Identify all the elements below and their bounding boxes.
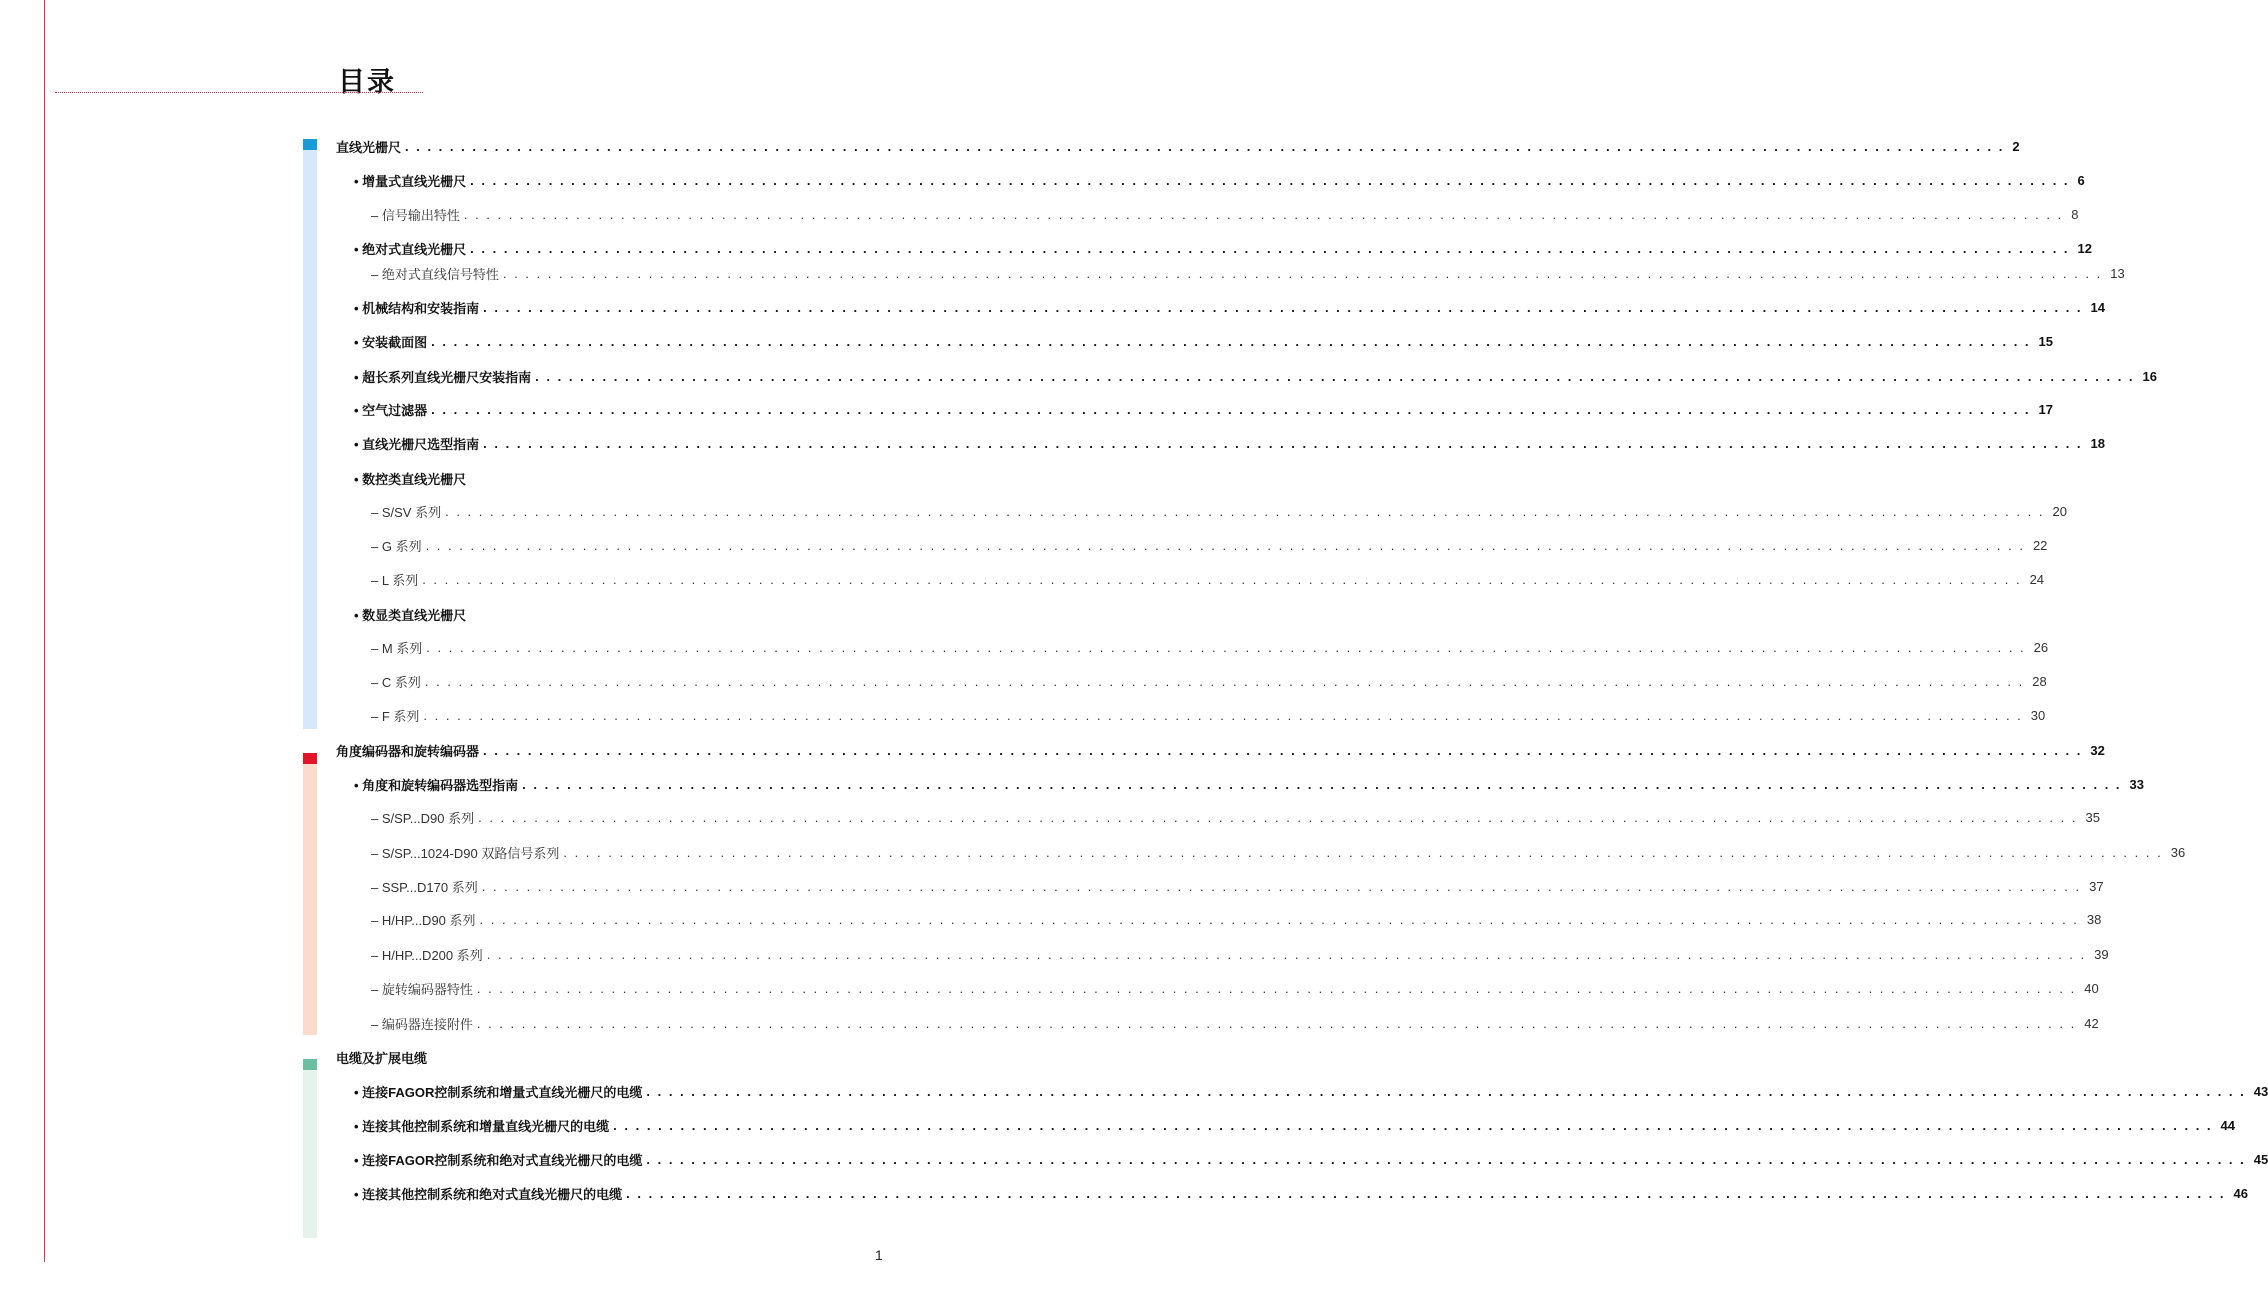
toc-item-incremental[interactable] <box>0 170 2085 190</box>
toc-page: 2 <box>2012 138 2020 154</box>
toc-leader: . . . . . . . . . . . . . . . . . . . . . . . . . . . . . . . . . . . . . . . . . . . . . . . . . . . . . . . . . . . . . . . . . . . . . . . . . . . . . . . . . . . . . . . . . . . . . . . . . . . . . . . . . . . . . . . . . . . . . . . . . . . . . . . . . . . . . . . . . . . . . . . <box>626 1185 2226 1201</box>
toc-label: • 机械结构和安装指南 <box>354 300 480 316</box>
toc-page: 24 <box>2029 571 2045 587</box>
toc-page: 43 <box>2253 1083 2268 1099</box>
toc-subitem-rotary-features[interactable] <box>0 978 2099 998</box>
toc-subitem-c[interactable] <box>0 671 2047 691</box>
toc-label: • 直线光栅尺选型指南 <box>354 436 480 452</box>
toc-label: 角度编码器和旋转编码器 <box>336 743 480 759</box>
toc-subitem-m[interactable] <box>0 637 2049 657</box>
toc-label: • 角度和旋转编码器选型指南 <box>354 777 519 793</box>
toc-page: 38 <box>2086 911 2102 927</box>
toc-page: 36 <box>2170 844 2186 860</box>
toc-leader: . . . . . . . . . . . . . . . . . . . . . . . . . . . . . . . . . . . . . . . . . . . . . . . . . . . . . . . . . . . . . . . . . . . . . . . . . . . . . . . . . . . . . . . . . . . . . . . . . . . . . . . . . . . . . . . . . . . . . . . . . . . . . . . . . . . . . . . . . . . . . . . <box>479 911 2079 927</box>
toc-page: 12 <box>2077 240 2093 256</box>
toc-leader: . . . . . . . . . . . . . . . . . . . . . . . . . . . . . . . . . . . . . . . . . . . . . . . . . . . . . . . . . . . . . . . . . . . . . . . . . . . . . . . . . . . . . . . . . . . . . . . . . . . . . . . . . . . . . . . . . . . . . . . . . . . . . . . . . . . . . . . . . . . . . . . <box>422 571 2022 587</box>
toc-leader: . . . . . . . . . . . . . . . . . . . . . . . . . . . . . . . . . . . . . . . . . . . . . . . . . . . . . . . . . . . . . . . . . . . . . . . . . . . . . . . . . . . . . . . . . . . . . . . . . . . . . . . . . . . . . . . . . . . . . . . . . . . . . . . . . . . . . . . . . . . . . . . <box>535 368 2135 384</box>
toc-page: 15 <box>2038 333 2054 349</box>
toc-leader: . . . . . . . . . . . . . . . . . . . . . . . . . . . . . . . . . . . . . . . . . . . . . . . . . . . . . . . . . . . . . . . . . . . . . . . . . . . . . . . . . . . . . . . . . . . . . . . . . . . . . . . . . . . . . . . . . . . . . . . . . . . . . . . . . . . . . . . . . . . . . . . <box>502 265 2103 281</box>
toc-page: 32 <box>2090 742 2105 758</box>
toc-label: • 超长系列直线光栅尺安装指南 <box>354 369 532 385</box>
toc-page: 14 <box>2090 299 2106 315</box>
toc-section-cables[interactable] <box>0 1047 897 1067</box>
toc-leader: . . . . . . . . . . . . . . . . . . . . . . . . . . . . . . . . . . . . . . . . . . . . . . . . . . . . . . . . . . . . . . . . . . . . . . . . . . . . . . . . . . . . . . . . . . . . . . . . . . . . . . . . . . . . . . . . . . . . . . . . . . . . . . . . . . . . . . . . . . . . . . . <box>522 776 2122 792</box>
toc-label: • 连接FAGOR控制系统和绝对式直线光栅尺的电缆 <box>354 1152 643 1168</box>
toc-page: 37 <box>2089 878 2104 894</box>
toc-leader: . . . . . . . . . . . . . . . . . . . . . . . . . . . . . . . . . . . . . . . . . . . . . . . . . . . . . . . . . . . . . . . . . . . . . . . . . . . . . . . . . . . . . . . . . . . . . . . . . . . . . . . . . . . . . . . . . . . . . . . . . . . . . . . . . . . . . . . . . . . . . . . <box>476 1015 2077 1031</box>
toc-item-cable-other-absolute[interactable] <box>0 1183 2249 1203</box>
toc-item-selection-guide[interactable] <box>0 433 2106 453</box>
toc-label: – 旋转编码器特性 <box>371 981 473 997</box>
toc-label: 直线光栅尺 <box>336 139 402 155</box>
toc-leader: . . . . . . . . . . . . . . . . . . . . . . . . . . . . . . . . . . . . . . . . . . . . . . . . . . . . . . . . . . . . . . . . . . . . . . . . . . . . . . . . . . . . . . . . . . . . . . . . . . . . . . . . . . . . . . . . . . . . . . . . . . . . . . . . . . . . . . . . . . . . . . . <box>483 299 2083 315</box>
toc-page: 42 <box>2084 1015 2099 1031</box>
toc-leader: . . . . . . . . . . . . . . . . . . . . . . . . . . . . . . . . . . . . . . . . . . . . . . . . . . . . . . . . . . . . . . . . . . . . . . . . . . . . . . . . . . . . . . . . . . . . . . . . . . . . . . . . . . . . . . . . . . . . . . . . . . . . . . . . . . . . . . . . . . . . . . . <box>483 742 2083 758</box>
toc-label: – 信号输出特性 <box>371 207 460 223</box>
toc-page: 35 <box>2085 809 2100 825</box>
toc-subitem-s-sp-d90[interactable] <box>0 807 2100 827</box>
toc-leader: . . . . . . . . . . . . . . . . . . . . . . . . . . . . . . . . . . . . . . . . . . . . . . . . . . . . . . . . . . . . . . . . . . . . . . . . . . . . . . . . . . . . . . . . . . . . . . . . . . . . . . . . . . . . . . . . . . . . . . . . . . . . . . . . . . . . . . . . . . . . . . . <box>470 172 2070 188</box>
toc-leader: . . . . . . . . . . . . . . . . . . . . . . . . . . . . . . . . . . . . . . . . . . . . . . . . . . . . . . . . . . . . . . . . . . . . . . . . . . . . . . . . . . . . . . . . . . . . . . . . . . . . . . . . . . . . . . . . . . . . . . . . . . . . . . . . . . . . . . . . . . . . . . . <box>476 980 2077 996</box>
toc-subitem-l[interactable] <box>0 569 2045 589</box>
toc-section-encoders[interactable] <box>0 740 2105 760</box>
toc-label: – S/SP...D90 系列 <box>371 810 475 826</box>
toc-leader: . . . . . . . . . . . . . . . . . . . . . . . . . . . . . . . . . . . . . . . . . . . . . . . . . . . . . . . . . . . . . . . . . . . . . . . . . . . . . . . . . . . . . . . . . . . . . . . . . . . . . . . . . . . . . . . . . . . . . . . . . . . . . . . . . . . . . . . . . . . . . . . <box>423 707 2023 723</box>
toc-leader: . . . . . . . . . . . . . . . . . . . . . . . . . . . . . . . . . . . . . . . . . . . . . . . . . . . . . . . . . . . . . . . . . . . . . . . . . . . . . . . . . . . . . . . . . . . . . . . . . . . . . . . . . . . . . . . . . . . . . . . . . . . . . . . . . . . . . . . . . . . . . . . <box>445 503 2045 519</box>
toc-leader: . . . . . . . . . . . . . . . . . . . . . . . . . . . . . . . . . . . . . . . . . . . . . . . . . . . . . . . . . . . . . . . . . . . . . . . . . . . . . . . . . . . . . . . . . . . . . . . . . . . . . . . . . . . . . . . . . . . . . . . . . . . . . . . . . . . . . . . . . . . . . . . <box>486 946 2087 962</box>
toc-page: 33 <box>2129 776 2145 792</box>
toc-subitem-encoder-accessories[interactable] <box>0 1013 2099 1033</box>
toc-page: 30 <box>2030 707 2046 723</box>
toc-page: 45 <box>2253 1151 2268 1167</box>
toc-leader: . . . . . . . . . . . . . . . . . . . . . . . . . . . . . . . . . . . . . . . . . . . . . . . . . . . . . . . . . . . . . . . . . . . . . . . . . . . . . . . . . . . . . . . . . . . . . . . . . . . . . . . . . . . . . . . . . . . . . . . . . . . . . . . . . . . . . . . . . . . . . . . <box>646 1151 2246 1167</box>
toc-page: 39 <box>2094 946 2109 962</box>
toc-leader: . . . . . . . . . . . . . . . . . . . . . . . . . . . . . . . . . . . . . . . . . . . . . . . . . . . . . . . . . . . . . . . . . . . . . . . . . . . . . . . . . . . . . . . . . . . . . . . . . . . . . . . . . . . . . . . . . . . . . . . . . . . . . . . . . . . . . . . . . . . . . . . <box>405 138 2005 154</box>
toc-leader: . . . . . . . . . . . . . . . . . . . . . . . . . . . . . . . . . . . . . . . . . . . . . . . . . . . . . . . . . . . . . . . . . . . . . . . . . . . . . . . . . . . . . . . . . . . . . . . . . . . . . . . . . . . . . . . . . . . . . . . . . . . . . . . . . . . . . . . . . . . . . . . <box>481 878 2082 894</box>
toc-page: 13 <box>2110 265 2125 281</box>
toc-subitem-f[interactable] <box>0 705 2046 725</box>
toc-item-cnc-scales[interactable] <box>0 468 897 488</box>
toc-item-air-filter[interactable] <box>0 399 2054 419</box>
toc-leader: . . . . . . . . . . . . . . . . . . . . . . . . . . . . . . . . . . . . . . . . . . . . . . . . . . . . . . . . . . . . . . . . . . . . . . . . . . . . . . . . . . . . . . . . . . . . . . . . . . . . . . . . . . . . . . . . . . . . . . . . . . . . . . . . . . . . . . . . . . . . . . . <box>478 809 2078 825</box>
toc-leader: . . . . . . . . . . . . . . . . . . . . . . . . . . . . . . . . . . . . . . . . . . . . . . . . . . . . . . . . . . . . . . . . . . . . . . . . . . . . . . . . . . . . . . . . . . . . . . . . . . . . . . . . . . . . . . . . . . . . . . . . . . . . . . . . . . . . . . . . . . . . . . . <box>424 673 2025 689</box>
toc-page: 20 <box>2052 503 2067 519</box>
toc-leader: . . . . . . . . . . . . . . . . . . . . . . . . . . . . . . . . . . . . . . . . . . . . . . . . . . . . . . . . . . . . . . . . . . . . . . . . . . . . . . . . . . . . . . . . . . . . . . . . . . . . . . . . . . . . . . . . . . . . . . . . . . . . . . . . . . . . . . . . . . . . . . . <box>470 240 2070 256</box>
toc-leader: . . . . . . . . . . . . . . . . . . . . . . . . . . . . . . . . . . . . . . . . . . . . . . . . . . . . . . . . . . . . . . . . . . . . . . . . . . . . . . . . . . . . . . . . . . . . . . . . . . . . . . . . . . . . . . . . . . . . . . . . . . . . . . . . . . . . . . . . . . . . . . . <box>425 537 2025 553</box>
toc-page: 17 <box>2038 401 2054 417</box>
toc-page: 18 <box>2090 435 2106 451</box>
toc-label: • 安装截面图 <box>354 334 428 350</box>
toc-leader: . . . . . . . . . . . . . . . . . . . . . . . . . . . . . . . . . . . . . . . . . . . . . . . . . . . . . . . . . . . . . . . . . . . . . . . . . . . . . . . . . . . . . . . . . . . . . . . . . . . . . . . . . . . . . . . . . . . . . . . . . . . . . . . . . . . . . . . . . . . . . . . <box>483 435 2083 451</box>
page-number: 1 <box>875 1247 883 1263</box>
toc-label: • 增量式直线光栅尺 <box>354 173 467 189</box>
toc-subitem-absolute-signal[interactable] <box>0 263 2125 283</box>
toc-item-absolute[interactable] <box>0 238 2093 258</box>
toc-section-linear-scales[interactable] <box>0 136 2020 156</box>
toc-page: 44 <box>2220 1117 2236 1133</box>
toc-label: – S/SP...1024-D90 双路信号系列 <box>371 845 560 861</box>
toc-label: • 连接其他控制系统和绝对式直线光栅尺的电缆 <box>354 1186 623 1202</box>
toc-label: – F 系列 <box>371 708 420 724</box>
toc-item-encoder-guide[interactable] <box>0 774 2145 794</box>
toc-label: – C 系列 <box>371 674 421 690</box>
toc-subitem-h-hp-d200[interactable] <box>0 944 2109 964</box>
toc-item-cable-fagor-incremental[interactable] <box>0 1081 2268 1101</box>
toc-label: 电缆及扩展电缆 <box>336 1050 428 1066</box>
toc-label: • 数显类直线光栅尺 <box>354 607 467 623</box>
toc-leader: . . . . . . . . . . . . . . . . . . . . . . . . . . . . . . . . . . . . . . . . . . . . . . . . . . . . . . . . . . . . . . . . . . . . . . . . . . . . . . . . . . . . . . . . . . . . . . . . . . . . . . . . . . . . . . . . . . . . . . . . . . . . . . . . . . . . . . . . . . . . . . . <box>431 401 2031 417</box>
toc-page: 22 <box>2032 537 2048 553</box>
toc-label: – 编码器连接附件 <box>371 1016 473 1032</box>
toc-label: – L 系列 <box>371 572 419 588</box>
toc-item-section-drawings[interactable] <box>0 331 2054 351</box>
toc-label: – G 系列 <box>371 538 422 554</box>
toc-label: • 空气过滤器 <box>354 402 428 418</box>
toc-subitem-signal-output[interactable] <box>0 204 2079 224</box>
toc-page: 16 <box>2142 368 2158 384</box>
toc-leader: . . . . . . . . . . . . . . . . . . . . . . . . . . . . . . . . . . . . . . . . . . . . . . . . . . . . . . . . . . . . . . . . . . . . . . . . . . . . . . . . . . . . . . . . . . . . . . . . . . . . . . . . . . . . . . . . . . . . . . . . . . . . . . . . . . . . . . . . . . . . . . . <box>463 206 2064 222</box>
toc-label: • 连接其他控制系统和增量直线光栅尺的电缆 <box>354 1118 610 1134</box>
toc-subitem-s-sv[interactable] <box>0 501 2067 521</box>
toc-item-long-series[interactable] <box>0 366 2158 386</box>
toc-leader: . . . . . . . . . . . . . . . . . . . . . . . . . . . . . . . . . . . . . . . . . . . . . . . . . . . . . . . . . . . . . . . . . . . . . . . . . . . . . . . . . . . . . . . . . . . . . . . . . . . . . . . . . . . . . . . . . . . . . . . . . . . . . . . . . . . . . . . . . . . . . . . <box>563 844 2163 860</box>
toc-label: • 绝对式直线光栅尺 <box>354 241 467 257</box>
toc-leader: . . . . . . . . . . . . . . . . . . . . . . . . . . . . . . . . . . . . . . . . . . . . . . . . . . . . . . . . . . . . . . . . . . . . . . . . . . . . . . . . . . . . . . . . . . . . . . . . . . . . . . . . . . . . . . . . . . . . . . . . . . . . . . . . . . . . . . . . . . . . . . . <box>426 639 2026 655</box>
toc-label: – M 系列 <box>371 640 423 656</box>
toc-subitem-g[interactable] <box>0 535 2048 555</box>
toc-page: 40 <box>2084 980 2099 996</box>
toc-label: – H/HP...D200 系列 <box>371 947 483 963</box>
toc-label: • 连接FAGOR控制系统和增量式直线光栅尺的电缆 <box>354 1084 643 1100</box>
toc-page: 6 <box>2077 172 2085 188</box>
toc-item-mechanical[interactable] <box>0 297 2106 317</box>
toc-page: 26 <box>2033 639 2049 655</box>
toc-subitem-ssp-d170[interactable] <box>0 876 2104 896</box>
toc-leader: . . . . . . . . . . . . . . . . . . . . . . . . . . . . . . . . . . . . . . . . . . . . . . . . . . . . . . . . . . . . . . . . . . . . . . . . . . . . . . . . . . . . . . . . . . . . . . . . . . . . . . . . . . . . . . . . . . . . . . . . . . . . . . . . . . . . . . . . . . . . . . . <box>613 1117 2213 1133</box>
toc-label: – 绝对式直线信号特性 <box>371 266 499 282</box>
toc-item-cable-other-incremental[interactable] <box>0 1115 2236 1135</box>
toc-label: – SSP...D170 系列 <box>371 879 478 895</box>
toc-subitem-s-sp-1024[interactable] <box>0 842 2186 862</box>
toc-label: • 数控类直线光栅尺 <box>354 471 467 487</box>
toc-leader: . . . . . . . . . . . . . . . . . . . . . . . . . . . . . . . . . . . . . . . . . . . . . . . . . . . . . . . . . . . . . . . . . . . . . . . . . . . . . . . . . . . . . . . . . . . . . . . . . . . . . . . . . . . . . . . . . . . . . . . . . . . . . . . . . . . . . . . . . . . . . . . <box>431 333 2031 349</box>
toc-subitem-h-hp-d90[interactable] <box>0 909 2102 929</box>
toc-page: 28 <box>2032 673 2047 689</box>
toc-page: 46 <box>2233 1185 2249 1201</box>
toc-item-dro-scales[interactable] <box>0 604 897 624</box>
toc-page: 8 <box>2071 206 2079 222</box>
toc-leader: . . . . . . . . . . . . . . . . . . . . . . . . . . . . . . . . . . . . . . . . . . . . . . . . . . . . . . . . . . . . . . . . . . . . . . . . . . . . . . . . . . . . . . . . . . . . . . . . . . . . . . . . . . . . . . . . . . . . . . . . . . . . . . . . . . . . . . . . . . . . . . . <box>646 1083 2246 1099</box>
toc-label: – S/SV 系列 <box>371 504 442 520</box>
toc-label: – H/HP...D90 系列 <box>371 912 476 928</box>
title-underline <box>55 92 423 93</box>
page-title: 目录 <box>338 67 396 97</box>
toc-item-cable-fagor-absolute[interactable] <box>0 1149 2268 1169</box>
